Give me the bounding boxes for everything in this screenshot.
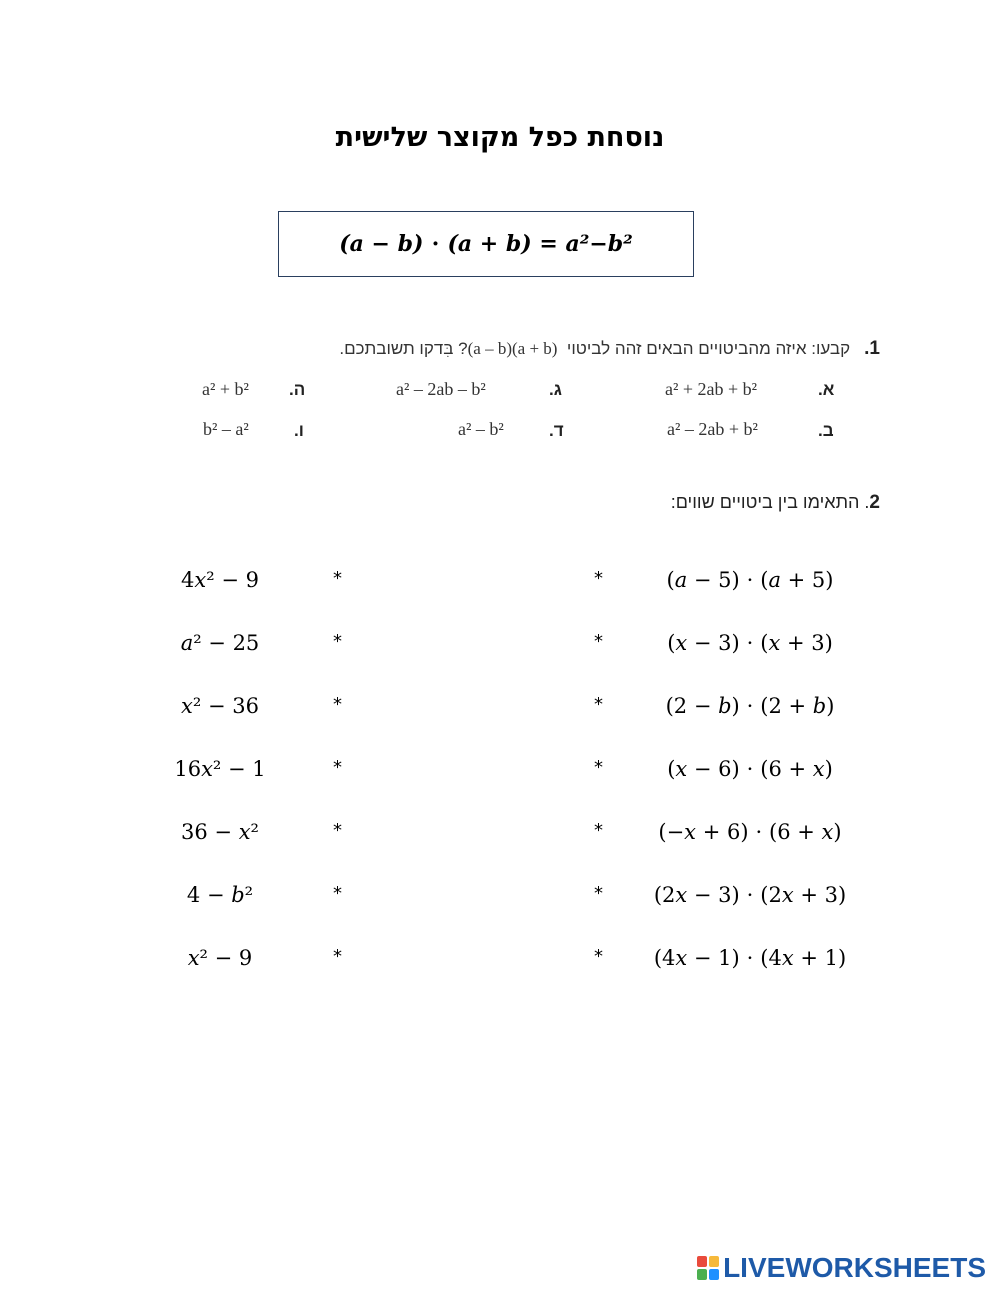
left-expression: 4𝑥² − 9 bbox=[181, 568, 259, 592]
logo-block-blue bbox=[709, 1269, 719, 1280]
left-match-point[interactable]: * bbox=[333, 694, 342, 715]
left-match-point[interactable]: * bbox=[333, 883, 342, 904]
option-letter-d: ד. bbox=[549, 421, 564, 440]
right-expression: (4𝑥 − 1) ⋅ (4𝑥 + 1) bbox=[653, 946, 847, 970]
left-match-point[interactable]: * bbox=[333, 631, 342, 652]
page-title: נוסחת כפל מקוצר שלישית bbox=[335, 122, 665, 153]
match-row bbox=[0, 694, 1000, 734]
option-expr-h[interactable]: a² + b² bbox=[202, 379, 249, 399]
right-expression: (𝑥 − 6) ⋅ (6 + 𝑥) bbox=[667, 757, 833, 781]
left-expression: 16𝑥² − 1 bbox=[174, 757, 266, 781]
right-match-point[interactable]: * bbox=[594, 883, 603, 904]
option-expr-b[interactable]: a² – 2ab + b² bbox=[667, 419, 758, 439]
question-1-number: 1. bbox=[864, 338, 880, 359]
option-expr-d[interactable]: a² – b² bbox=[458, 419, 504, 439]
left-match-point[interactable]: * bbox=[333, 946, 342, 967]
match-row bbox=[0, 757, 1000, 797]
logo-block-green bbox=[697, 1269, 707, 1280]
left-match-point[interactable]: * bbox=[333, 757, 342, 778]
option-expr-a[interactable]: a² + 2ab + b² bbox=[665, 379, 758, 399]
match-row bbox=[0, 946, 1000, 986]
match-row bbox=[0, 820, 1000, 860]
left-expression: 𝑎² − 25 bbox=[180, 631, 260, 655]
option-letter-v: ו. bbox=[294, 421, 304, 440]
question-1-text-after: ? בִּדקו תשובתכם. bbox=[339, 339, 468, 358]
option-expr-g[interactable]: a² – 2ab – b² bbox=[396, 379, 486, 399]
formula-box bbox=[278, 211, 694, 277]
right-match-point[interactable]: * bbox=[594, 568, 603, 589]
difference-of-squares-formula: (𝒂 − 𝒃) ⋅ (𝒂 + 𝒃) = 𝒂²−𝒃² bbox=[339, 231, 633, 257]
match-row bbox=[0, 883, 1000, 923]
liveworksheets-wordmark: LIVEWORKSHEETS bbox=[723, 1252, 986, 1283]
option-letter-g: ג. bbox=[549, 380, 562, 399]
question-1-text: קבעו: איזה מהביטויים הבאים זהה לביטוי bbox=[566, 339, 851, 358]
option-letter-b: ב. bbox=[818, 421, 834, 440]
option-letter-h: ה. bbox=[289, 380, 306, 399]
left-expression: 𝑥² − 9 bbox=[187, 946, 253, 970]
right-expression: (2 − 𝑏) ⋅ (2 + 𝑏) bbox=[665, 694, 835, 718]
left-expression: 4 − 𝑏² bbox=[186, 883, 254, 907]
match-row bbox=[0, 568, 1000, 608]
question-2-text: . התאימו בין ביטויים שווים: bbox=[670, 492, 870, 512]
right-match-point[interactable]: * bbox=[594, 631, 603, 652]
right-match-point[interactable]: * bbox=[594, 694, 603, 715]
logo-block-yellow bbox=[709, 1256, 719, 1267]
right-match-point[interactable]: * bbox=[594, 820, 603, 841]
left-expression: 𝑥² − 36 bbox=[181, 694, 259, 718]
right-expression: (𝑥 − 3) ⋅ (𝑥 + 3) bbox=[667, 631, 833, 655]
question-2-prompt bbox=[671, 492, 880, 514]
liveworksheets-logo bbox=[697, 1252, 986, 1284]
option-expr-v[interactable]: b² – a² bbox=[203, 419, 249, 439]
question-1-prompt bbox=[339, 338, 880, 360]
left-expression: 36 − 𝑥² bbox=[181, 820, 259, 844]
logo-block-red bbox=[697, 1256, 707, 1267]
right-expression: (−𝑥 + 6) ⋅ (6 + 𝑥) bbox=[658, 820, 842, 844]
question-2-number: 2 bbox=[869, 492, 880, 513]
match-row bbox=[0, 631, 1000, 671]
right-expression: (2𝑥 − 3) ⋅ (2𝑥 + 3) bbox=[653, 883, 847, 907]
right-match-point[interactable]: * bbox=[594, 946, 603, 967]
right-match-point[interactable]: * bbox=[594, 757, 603, 778]
left-match-point[interactable]: * bbox=[333, 568, 342, 589]
question-1-expression: (a – b)(a + b) bbox=[467, 339, 558, 358]
right-expression: (𝑎 − 5) ⋅ (𝑎 + 5) bbox=[666, 568, 834, 592]
option-letter-a: א. bbox=[818, 380, 835, 399]
left-match-point[interactable]: * bbox=[333, 820, 342, 841]
liveworksheets-logo-icon bbox=[697, 1256, 719, 1280]
